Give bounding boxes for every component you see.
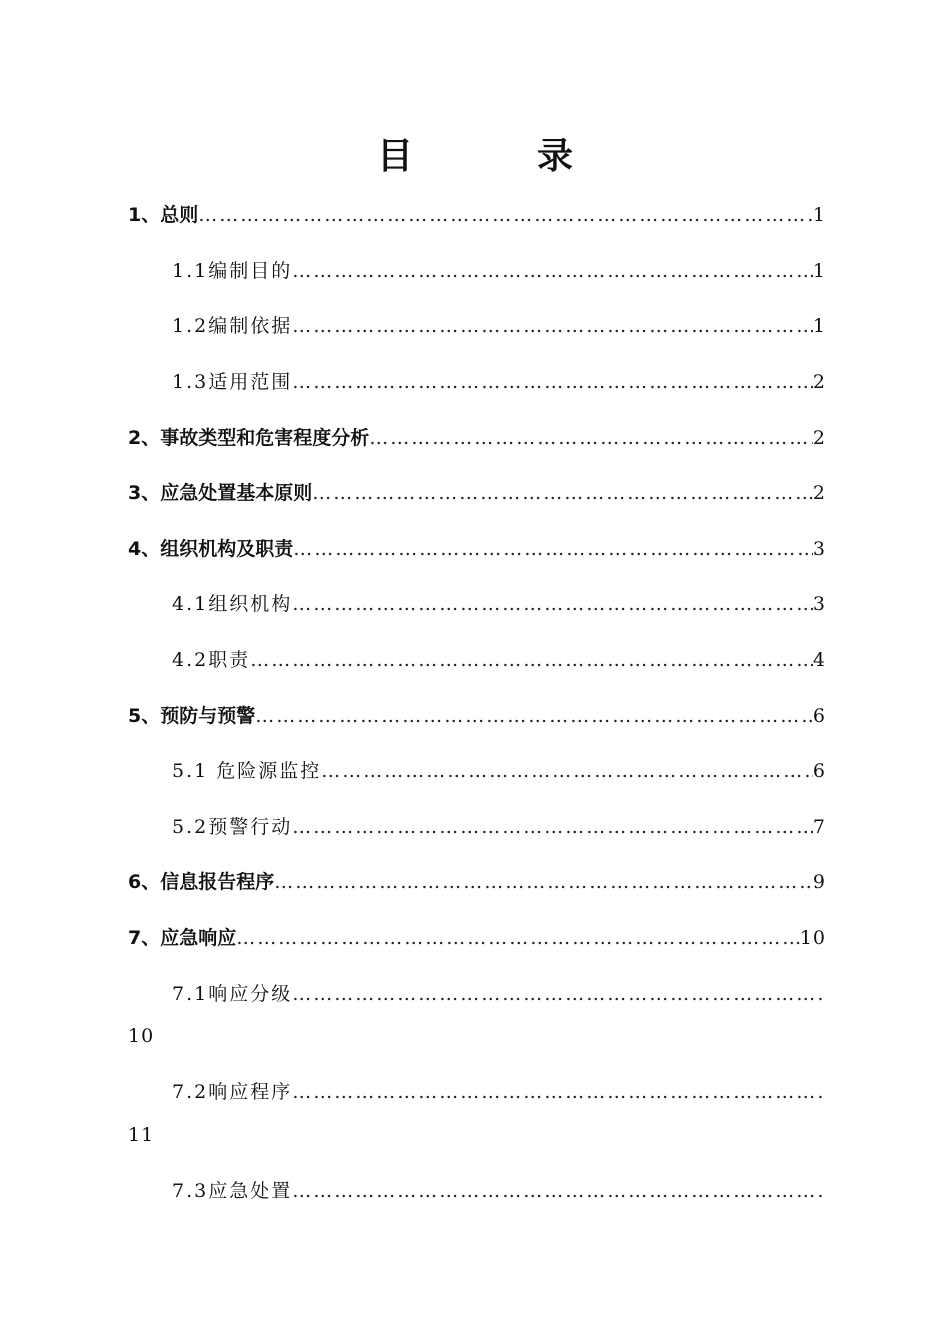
toc-page-number: 1 (812, 204, 826, 226)
toc-title: 目 录 (376, 136, 617, 177)
toc-leader-dots (292, 367, 813, 397)
toc-entry-4[interactable] (128, 534, 826, 564)
toc-page-number: 9 (812, 871, 826, 893)
toc-entry-1-3[interactable] (172, 367, 826, 397)
toc-page-number: 6 (812, 705, 826, 727)
toc-page-number: 7 (812, 816, 826, 838)
toc-entry-7-2[interactable] (172, 1077, 822, 1107)
toc-entry-label: 5、预防与预警 (128, 705, 256, 727)
toc-entry-1-1[interactable] (172, 256, 826, 286)
toc-page-number: 1 (812, 260, 826, 282)
toc-leader-dots (255, 701, 813, 731)
toc-leader-dots (292, 256, 813, 286)
toc-leader-dots (312, 478, 813, 508)
toc-page-number: 3 (812, 593, 826, 615)
toc-page-number: 4 (812, 649, 826, 671)
toc-entry-label: 7、应急响应 (128, 927, 237, 949)
toc-page-number: 10 (128, 1025, 155, 1047)
toc-entry-label: 5.1 危险源监控 (172, 760, 322, 782)
toc-entry-7[interactable] (128, 923, 826, 953)
toc-leader-dots (274, 867, 813, 897)
toc-entry-label: 1.3适用范围 (172, 371, 293, 393)
toc-entry-label: 3、应急处置基本原则 (128, 482, 313, 504)
toc-page-number: 2 (812, 482, 826, 504)
toc-entry-1-2[interactable] (172, 311, 826, 341)
toc-page-number: 2 (812, 427, 826, 449)
toc-entry-label: 7.2响应程序 (172, 1081, 293, 1103)
toc-leader-dots (250, 645, 813, 675)
toc-entry-6[interactable] (128, 867, 826, 897)
toc-entry-5-2[interactable] (172, 812, 826, 842)
toc-page-number: 1 (812, 315, 826, 337)
toc-entry-label: 1.2编制依据 (172, 315, 293, 337)
toc-leader-dots (292, 812, 813, 842)
toc-leader-dots (198, 200, 813, 230)
toc-entry-4-1[interactable] (172, 589, 826, 619)
toc-leader-dots (292, 311, 813, 341)
toc-leader-dots (369, 423, 813, 453)
toc-entry-label: 4.1组织机构 (172, 593, 293, 615)
toc-page-number: 10 (799, 927, 826, 949)
toc-entry-3[interactable] (128, 478, 826, 508)
toc-entry-2[interactable] (128, 423, 826, 453)
toc-entry-label: 4.2职责 (172, 649, 251, 671)
toc-page-number: 6 (812, 760, 826, 782)
toc-page-number: 11 (128, 1124, 155, 1146)
toc-entry-1[interactable] (128, 200, 826, 230)
toc-entry-label: 2、事故类型和危害程度分析 (128, 427, 370, 449)
toc-entry-7-3[interactable] (172, 1176, 822, 1206)
toc-leader-dots (292, 1077, 822, 1107)
toc-entry-4-2[interactable] (172, 645, 826, 675)
toc-entry-label: 1.1编制目的 (172, 260, 293, 282)
toc-leader-dots (292, 979, 822, 1009)
toc-entry-5[interactable] (128, 701, 826, 731)
toc-leader-dots (292, 1176, 822, 1206)
toc-entry-label: 7.3应急处置 (172, 1180, 293, 1202)
toc-entry-label: 7.1响应分级 (172, 983, 293, 1005)
toc-page-number: 3 (812, 538, 826, 560)
toc-page-number: 2 (812, 371, 826, 393)
toc-leader-dots (293, 534, 813, 564)
toc-entry-label: 4、组织机构及职责 (128, 538, 294, 560)
toc-entry-label: 5.2预警行动 (172, 816, 293, 838)
toc-entry-label: 6、信息报告程序 (128, 871, 275, 893)
toc-entry-label: 1、总则 (128, 204, 199, 226)
toc-entry-7-1[interactable] (172, 979, 822, 1009)
toc-entry-5-1[interactable] (172, 756, 826, 786)
toc-leader-dots (236, 923, 800, 953)
toc-leader-dots (292, 589, 813, 619)
toc-leader-dots (321, 756, 813, 786)
